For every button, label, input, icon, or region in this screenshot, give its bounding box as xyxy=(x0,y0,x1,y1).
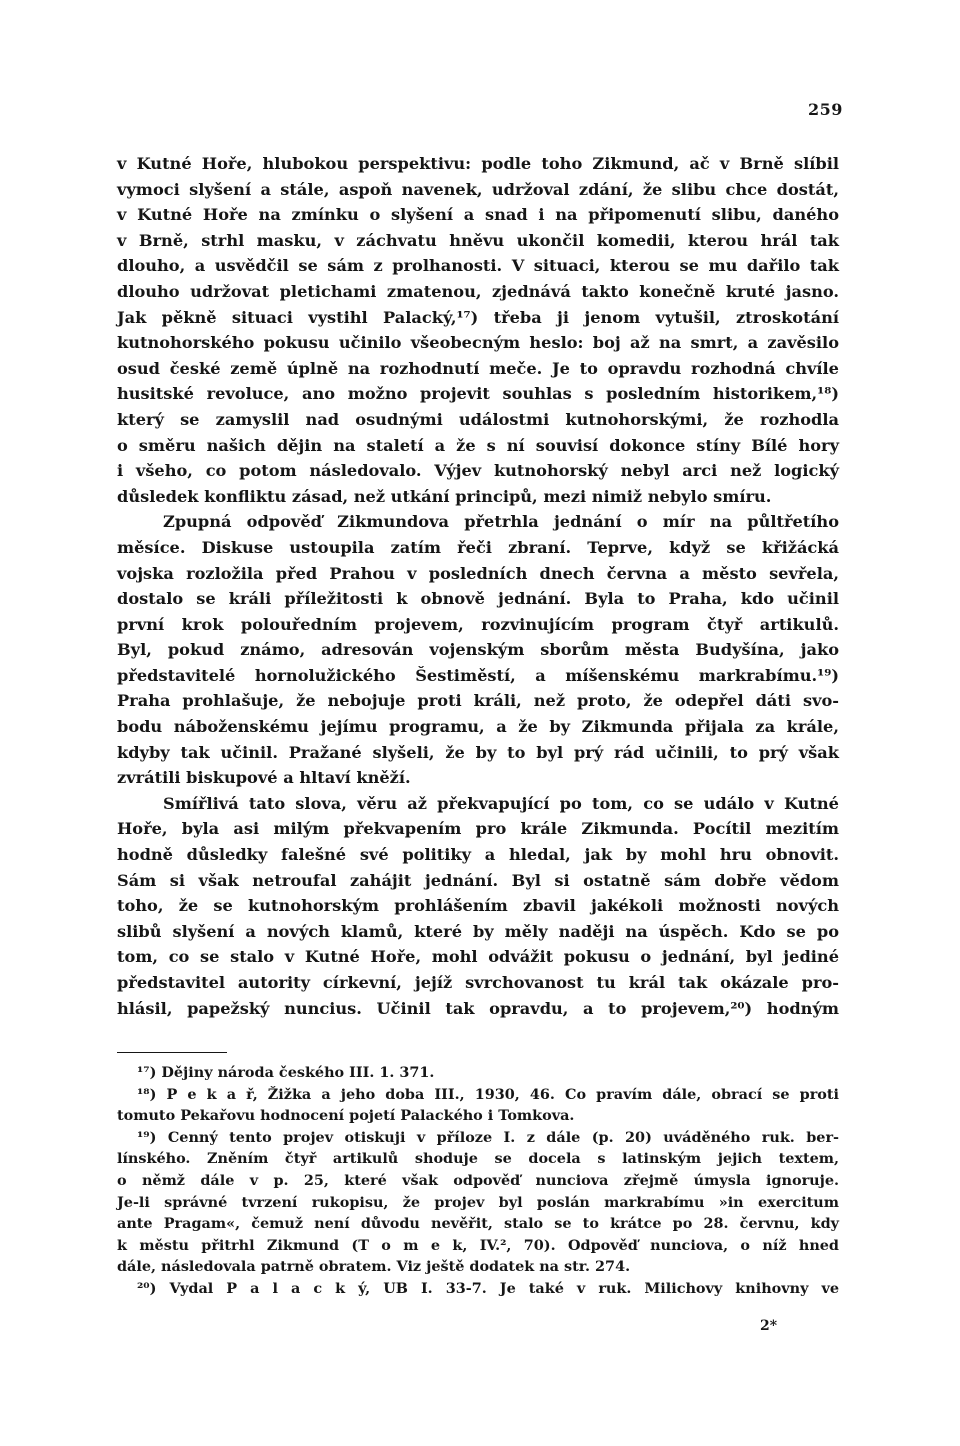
text-line: kutnohorského pokusu učinilo všeobecným heslo: boj až na smrt, a zavěsilo xyxy=(117,333,839,353)
text-line: Zpupná odpověď Zikmundova přetrhla jednání o mír na půltřetího xyxy=(163,512,839,532)
footnote-line-start: ¹⁹) Cenný tento projev otiskuji v příloze I. z dále (p. 20) uváděného ruk. ber- xyxy=(137,1128,839,1146)
text-line: kdyby tak učinil. Pražané slyšeli, že by to byl prý rád učinili, to prý však xyxy=(117,742,839,762)
main-text xyxy=(117,151,839,1021)
text-line: v Brně, strhl masku, v záchvatu hněvu ukončil komedii, kterou hrál tak xyxy=(117,230,839,250)
text-line: vymoci slyšení a stále, aspoň navenek, udržoval zdání, že slibu chce dostát, xyxy=(117,179,839,199)
text-line: Jak pěkně situaci vystihl Palacký,¹⁷) třeba ji jenom vytušil, ztroskotání xyxy=(117,307,839,327)
text-line: představitel autority církevní, jejíž svrchovanost tu král tak okázale pro- xyxy=(117,973,839,992)
text-line: Smířlivá tato slova, věru až překvapující po tom, co se událo v Kutné xyxy=(163,793,839,813)
text-line: Praha prohlašuje, že nebojuje proti králi, než proto, že odepřel dáti svo- xyxy=(117,691,839,711)
text-line: osud české země úplně na rozhodnutí meče. Je to opravdu rozhodná chvíle xyxy=(117,358,839,378)
footnote-line-start: ²⁰) Vydal P a l a c k ý, UB I. 33-7. Je také v ruk. Milichovy knihovny ve xyxy=(137,1279,839,1297)
text-line: slibů slyšení a nových klamů, které by měly naději na úspěch. Kdo se po xyxy=(117,921,839,941)
footnote-line: tomuto Pekařovu hodnocení pojetí Palackého i Tomkova. xyxy=(117,1107,575,1125)
text-line: Byl, pokud známo, adresován vojenským sborům města Budyšína, jako xyxy=(117,640,839,660)
text-line: bodu náboženskému jejímu programu, a že by Zikmunda přijala za krále, xyxy=(117,717,839,737)
text-line: Sám si však netroufal zahájit jednání. Byl si ostatně sám dobře vědom xyxy=(117,870,839,890)
text-line: dlouho udržovat pletichami zmatenou, zjednává takto konečně kruté jasno. xyxy=(117,281,839,301)
text-line: zvrátili biskupové a hltaví kněží. xyxy=(117,768,411,788)
signature-mark: 2* xyxy=(760,1318,778,1334)
text-line: Hoře, byla asi milým překvapením pro krále Zikmunda. Pocítil mezitím xyxy=(117,819,839,839)
text-line: i všeho, co potom následovalo. Výjev kutnohorský nebyl arci než logický xyxy=(117,461,839,481)
footnotes xyxy=(117,1062,839,1300)
footnote-line: k městu přitrhl Zikmund (T o m e k, IV.², 70). Odpověď nunciova, o níž hned xyxy=(117,1236,839,1254)
text-line: dostalo se králi příležitosti k obnově jednání. Byla to Praha, kdo učinil xyxy=(117,589,839,609)
text-line: v Kutné Hoře, hlubokou perspektivu: podle toho Zikmund, ač v Brně slíbil xyxy=(117,154,839,173)
page-number: 259 xyxy=(808,100,843,119)
text-line: představitelé hornolužického Šestiměstí, a míšenskému markrabímu.¹⁹) xyxy=(117,665,839,685)
footnote-line-start: ¹⁷) Dějiny národa českého III. 1. 371. xyxy=(137,1064,435,1081)
text-line: vojska rozložila před Prahou v posledních dnech června a město sevřela, xyxy=(117,563,839,583)
text-line: tom, co se stalo v Kutné Hoře, mohl odvážit pokusu o jednání, byl jediné xyxy=(117,947,839,967)
footnote-line: dále, následovala patrně obratem. Viz ještě dodatek na str. 274. xyxy=(117,1258,631,1276)
text-line: důsledek konfliktu zásad, než utkání principů, mezi nimiž nebylo smíru. xyxy=(117,486,772,506)
footnote-line: línského. Zněním čtyř artikulů shoduje se docela s latinským jejich textem, xyxy=(117,1150,839,1168)
footnote-line: ante Pragam«, čemuž není důvodu nevěřit, stalo se to krátce po 28. červnu, kdy xyxy=(117,1215,839,1233)
footnote-line: o němž dále v p. 25, které však odpověď nunciova zřejmě úmysla ignoruje. xyxy=(117,1171,839,1189)
footnote-line-start: ¹⁸) P e k a ř, Žižka a jeho doba III., 1930, 46. Co pravím dále, obrací se proti xyxy=(137,1085,839,1103)
text-line: toho, že se kutnohorským prohlášením zbavil jakékoli možnosti nových xyxy=(117,896,839,916)
text-line: který se zamyslil nad osudnými událostmi kutnohorskými, že rozhodla xyxy=(117,409,839,429)
text-line: husitské revoluce, ano možno projevit souhlas s posledním historikem,¹⁸) xyxy=(117,384,839,404)
text-line: měsíce. Diskuse ustoupila zatím řeči zbraní. Teprve, když se křižácká xyxy=(117,537,839,557)
text-line: hlásil, papežský nuncius. Učinil tak opravdu, a to projevem,²⁰) hodným xyxy=(117,998,839,1018)
footnote-rule xyxy=(117,1052,227,1053)
text-line: v Kutné Hoře na zmínku o slyšení a snad i na připomenutí slibu, daného xyxy=(117,205,839,225)
footnote-line: Je-li správné tvrzení rukopisu, že projev byl poslán markrabímu »in exercitum xyxy=(117,1193,839,1211)
text-line: první krok polouředním projevem, rozvinujícím program čtyř artikulů. xyxy=(117,614,839,634)
text-line: o směru našich dějin na staletí a že s ní souvisí dokonce stíny Bílé hory xyxy=(117,435,839,455)
text-line: dlouho, a usvědčil se sám z prolhanosti. V situaci, kterou se mu dařilo tak xyxy=(117,256,839,276)
text-line: hodně důsledky falešné své politiky a hledal, jak by mohl hru obnovit. xyxy=(117,845,839,865)
